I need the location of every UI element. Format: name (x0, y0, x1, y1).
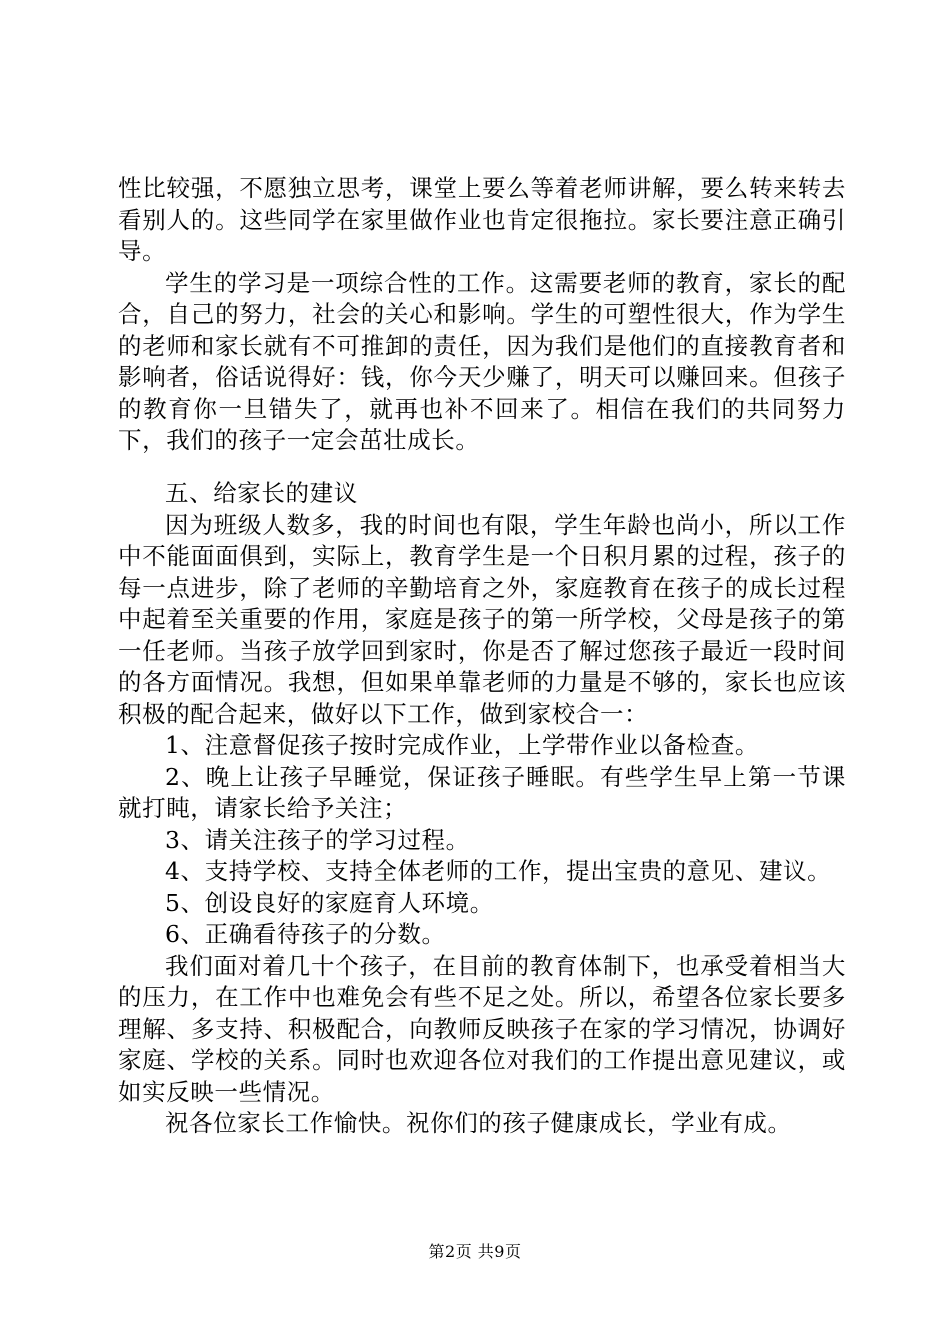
paragraph-continued: 性比较强，不愿独立思考，课堂上要么等着老师讲解，要么转来转去看别人的。这些同学在家里做作业也肯定很拖拉。家长要注意正确引导。 (118, 174, 846, 265)
body-text-bottom (118, 478, 846, 1140)
list-item: 5、创设良好的家庭育人环境。 (165, 888, 494, 917)
paragraph: 因为班级人数多，我的时间也有限，学生年龄也尚小，所以工作中不能面面俱到，实际上，教育学生是一个日积月累的过程，孩子的每一点进步，除了老师的辛勤培育之外，家庭教育在孩子的成长过程中起着至关重要的作用，家庭是孩子的第一所学校，父母是孩子的第一任老师。当孩子放学回到家时，你是否了解过您孩子最近一段时间的各方面情况。我想，但如果单靠老师的力量是不够的，家长也应该积极的配合起来，做好以下工作，做到家校合一： (118, 510, 846, 728)
closing-paragraph: 祝各位家长工作愉快。祝你们的孩子健康成长，学业有成。 (165, 1109, 792, 1137)
list-item: 2、晚上让孩子早睡觉，保证孩子睡眠。有些学生早上第一节课就打盹，请家长给予关注； (118, 762, 846, 822)
section-heading: 五、给家长的建议 (165, 479, 358, 507)
list-item: 3、请关注孩子的学习过程。 (165, 825, 470, 854)
paragraph: 我们面对着几十个孩子，在目前的教育体制下，也承受着相当大的压力，在工作中也难免会有些不足之处。所以，希望各位家长要多理解、多支持、积极配合，向教师反映孩子在家的学习情况，协调好家庭、学校的关系。同时也欢迎各位对我们的工作提出意见建议，或如实反映一些情况。 (118, 951, 846, 1106)
list-item: 6、正确看待孩子的分数。 (165, 920, 446, 948)
paragraph: 学生的学习是一项综合性的工作。这需要老师的教育，家长的配合，自己的努力，社会的关心和影响。学生的可塑性很大，作为学生的老师和家长就有不可推卸的责任，因为我们是他们的直接教育者和影响者，俗话说得好：钱，你今天少赚了，明天可以赚回来。但孩子的教育你一旦错失了，就再也补不回来了。相信在我们的共同努力下，我们的孩子一定会茁壮成长。 (118, 268, 846, 454)
list-item: 1、注意督促孩子按时完成作业，上学带作业以备检查。 (165, 731, 759, 759)
list-item: 4、支持学校、支持全体老师的工作，提出宝贵的意见、建议。 (165, 857, 832, 885)
body-text-top (118, 173, 846, 457)
page-number-footer: 第2页 共9页 (428, 1242, 522, 1261)
